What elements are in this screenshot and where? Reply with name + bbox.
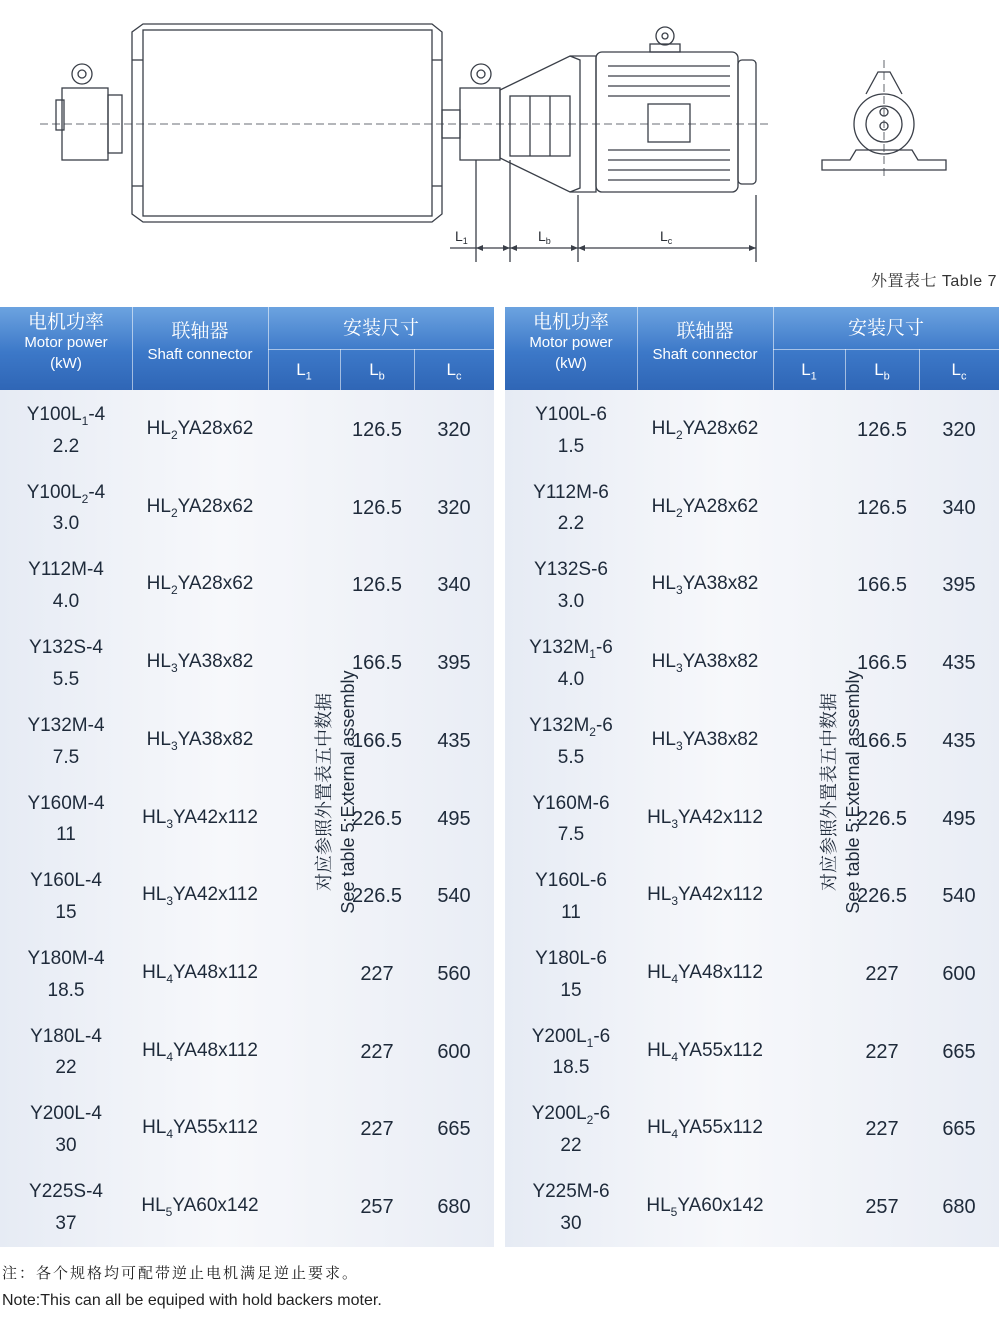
table-row xyxy=(0,468,494,546)
cell-power: 2.2 xyxy=(557,513,585,535)
cell-lc: 540 xyxy=(437,885,471,908)
cell-shaft-connector: $HL_3YA42x112$ xyxy=(142,806,258,831)
cell-shaft-connector: $HL_3YA38x82$ xyxy=(651,728,759,753)
cell-lc: 600 xyxy=(437,1040,471,1063)
cell-shaft-connector: $HL_3YA38x82$ xyxy=(146,651,254,675)
header-motor-power: 电机功率 Motor power (kW) xyxy=(24,312,108,372)
cell-lb: 257 xyxy=(865,1196,899,1218)
table-header xyxy=(0,307,494,390)
header-lc: $L_c$ xyxy=(951,360,967,383)
cell-lb: 166.5 xyxy=(351,652,403,675)
table-row xyxy=(505,545,999,623)
cell-motor-model: $Y132M_2-6$ 5.5 xyxy=(505,713,637,770)
footnote-en: Note:This can all be equiped with hold backers moter. xyxy=(2,1292,382,1309)
cell-lb: 226.5 xyxy=(856,807,908,830)
cell-power: 4.0 xyxy=(52,591,80,613)
header-lb: $L_b$ xyxy=(369,360,385,383)
cell-lb: 227 xyxy=(865,962,899,985)
cell-motor-model: Y160L-6 11 xyxy=(505,868,637,925)
cell-shaft-connector: $HL_4YA55x112$ xyxy=(142,1117,258,1142)
cell-motor-model: Y132S-6 3.0 xyxy=(505,557,637,614)
cell-motor-model: Y112M-6 2.2 xyxy=(505,480,637,537)
cell-shaft-connector: $HL_2YA28x62$ xyxy=(651,418,759,442)
cell-shaft-connector: $HL_2YA28x62$ xyxy=(146,495,254,520)
dim-label-lc: $L_c$ xyxy=(660,228,673,246)
cell-motor-model: Y112M-4 4.0 xyxy=(0,557,132,614)
cell-lb: 166.5 xyxy=(351,729,403,752)
cell-power: 15 xyxy=(560,979,582,1001)
cell-shaft-connector: $HL_4YA48x112$ xyxy=(647,961,763,986)
cell-motor-model: Y160L-4 15 xyxy=(0,868,132,925)
cell-motor-model: Y160M-6 7.5 xyxy=(505,791,637,848)
vertical-note: 对应参照外置表五中数据 See table 5:External assembly xyxy=(819,670,863,914)
cell-shaft-connector: $HL_4YA48x112$ xyxy=(142,961,258,986)
table-row xyxy=(0,779,494,857)
cell-lc: 600 xyxy=(942,962,976,985)
cell-lc: 320 xyxy=(942,419,976,441)
cell-shaft-connector: $HL_4YA55x112$ xyxy=(647,1039,763,1064)
table-row xyxy=(505,779,999,857)
header-l1: $L_1$ xyxy=(296,360,312,383)
cell-lc: 680 xyxy=(437,1196,471,1218)
table-right xyxy=(505,307,999,1247)
cell-power: 7.5 xyxy=(52,746,80,768)
cell-power: 22 xyxy=(560,1135,582,1157)
cell-power: 22 xyxy=(55,1057,77,1079)
table-row xyxy=(0,623,494,701)
table-row xyxy=(505,856,999,934)
cell-lb: 257 xyxy=(360,1196,394,1218)
cell-lc: 435 xyxy=(942,652,976,675)
cell-motor-model: Y200L-4 30 xyxy=(0,1101,132,1158)
cell-lc: 395 xyxy=(942,574,976,597)
table-row xyxy=(505,1167,999,1245)
cell-lc: 395 xyxy=(437,652,471,675)
header-install-size: 安装尺寸 xyxy=(847,318,924,339)
cell-lb: 226.5 xyxy=(856,885,908,908)
cell-lb: 226.5 xyxy=(351,807,403,830)
header-l1: $L_1$ xyxy=(801,360,817,383)
cell-power: 5.5 xyxy=(52,668,80,690)
cell-power: 1.5 xyxy=(557,435,585,457)
cell-power: 3.0 xyxy=(52,513,80,535)
table-row xyxy=(0,701,494,779)
cell-power: 5.5 xyxy=(557,746,585,768)
table-row xyxy=(505,934,999,1012)
cell-shaft-connector: $HL_2YA28x62$ xyxy=(651,495,759,520)
cell-lc: 665 xyxy=(942,1118,976,1141)
table-row xyxy=(0,545,494,623)
cell-lc: 680 xyxy=(942,1196,976,1218)
cell-motor-model: Y180M-4 18.5 xyxy=(0,946,132,1003)
cell-power: 4.0 xyxy=(557,668,585,690)
table-row xyxy=(0,1167,494,1245)
cell-power: 30 xyxy=(560,1212,582,1234)
table-row xyxy=(505,1089,999,1167)
cell-shaft-connector: $HL_3YA38x82$ xyxy=(651,573,759,598)
cell-motor-model: $Y100L_1-4$ 2.2 xyxy=(0,402,132,459)
cell-lb: 227 xyxy=(360,962,394,985)
header-shaft-connector: 联轴器 Shaft connector xyxy=(652,321,758,363)
header-lc: $L_c$ xyxy=(446,360,462,383)
cell-lb: 166.5 xyxy=(856,574,908,597)
cell-power: 18.5 xyxy=(552,1057,590,1079)
header-shaft-connector: 联轴器 Shaft connector xyxy=(147,321,253,363)
cell-lc: 320 xyxy=(437,419,471,441)
cell-lb: 227 xyxy=(360,1118,394,1141)
cell-motor-model: $Y200L_2-6$ 22 xyxy=(505,1101,637,1158)
cell-shaft-connector: $HL_4YA48x112$ xyxy=(142,1039,258,1064)
footnote-zh: 注：各个规格均可配带逆止电机满足逆止要求。 xyxy=(2,1265,360,1282)
cell-lc: 340 xyxy=(437,574,471,597)
table-row xyxy=(0,1012,494,1090)
table-row xyxy=(0,856,494,934)
cell-motor-model: Y225S-4 37 xyxy=(0,1179,132,1236)
cell-shaft-connector: $HL_2YA28x62$ xyxy=(146,418,254,442)
cell-lc: 665 xyxy=(942,1040,976,1063)
vertical-note: 对应参照外置表五中数据 See table 5:External assembly xyxy=(314,670,358,914)
cell-power: 30 xyxy=(55,1135,77,1157)
cell-shaft-connector: $HL_3YA38x82$ xyxy=(146,728,254,753)
technical-drawing xyxy=(0,0,1001,268)
cell-motor-model: $Y200L_1-6$ 18.5 xyxy=(505,1024,637,1081)
table-row xyxy=(0,1089,494,1167)
cell-power: 37 xyxy=(55,1212,77,1234)
cell-shaft-connector: $HL_4YA55x112$ xyxy=(647,1117,763,1142)
cell-lb: 126.5 xyxy=(351,574,403,597)
cell-motor-model: Y132M-4 7.5 xyxy=(0,713,132,770)
cell-lc: 340 xyxy=(942,496,976,519)
cell-lb: 227 xyxy=(360,1040,394,1063)
cell-lc: 320 xyxy=(437,496,471,519)
table-left xyxy=(0,307,494,1247)
table-caption: 外置表七 Table 7 xyxy=(870,273,997,290)
cell-motor-model: Y160M-4 11 xyxy=(0,791,132,848)
dim-label-l1: $L_1$ xyxy=(455,228,468,246)
cell-lc: 435 xyxy=(437,729,471,752)
cell-motor-model: $Y100L_2-4$ 3.0 xyxy=(0,480,132,537)
cell-shaft-connector: $HL_3YA42x112$ xyxy=(647,884,763,908)
cell-power: 3.0 xyxy=(557,591,585,613)
cell-lc: 665 xyxy=(437,1118,471,1141)
cell-lc: 495 xyxy=(942,807,976,830)
cell-lb: 126.5 xyxy=(856,419,908,441)
cell-motor-model: Y100L-6 1.5 xyxy=(505,402,637,459)
cell-lb: 126.5 xyxy=(856,496,908,519)
cell-shaft-connector: $HL_2YA28x62$ xyxy=(146,573,254,598)
cell-lb: 166.5 xyxy=(856,729,908,752)
cell-lc: 495 xyxy=(437,807,471,830)
table-row xyxy=(505,390,999,468)
table-header xyxy=(505,307,999,390)
cell-lb: 227 xyxy=(865,1040,899,1063)
cell-lc: 560 xyxy=(437,962,471,985)
header-lb: $L_b$ xyxy=(874,360,890,383)
cell-shaft-connector: $HL_5YA60x142$ xyxy=(646,1195,764,1219)
table-row xyxy=(505,468,999,546)
cell-motor-model: Y225M-6 30 xyxy=(505,1179,637,1236)
cell-motor-model: Y180L-4 22 xyxy=(0,1024,132,1081)
cell-lb: 227 xyxy=(865,1118,899,1141)
cell-power: 15 xyxy=(55,901,77,923)
cell-shaft-connector: $HL_3YA42x112$ xyxy=(142,884,258,908)
table-row xyxy=(505,1012,999,1090)
table-row xyxy=(505,701,999,779)
cell-lb: 166.5 xyxy=(856,652,908,675)
header-motor-power: 电机功率 Motor power (kW) xyxy=(529,312,613,372)
cell-power: 11 xyxy=(56,824,76,846)
table-row xyxy=(0,934,494,1012)
cell-power: 11 xyxy=(561,901,581,923)
cell-lb: 126.5 xyxy=(351,419,403,441)
dim-label-lb: $L_b$ xyxy=(538,228,551,246)
table-row xyxy=(0,390,494,468)
cell-motor-model: Y180L-6 15 xyxy=(505,946,637,1003)
cell-motor-model: $Y132M_1-6$ 4.0 xyxy=(505,635,637,692)
cell-power: 2.2 xyxy=(52,435,80,457)
cell-lc: 435 xyxy=(942,729,976,752)
cell-lb: 126.5 xyxy=(351,496,403,519)
cell-shaft-connector: $HL_3YA38x82$ xyxy=(651,651,759,675)
cell-lc: 540 xyxy=(942,885,976,908)
cell-lb: 226.5 xyxy=(351,885,403,908)
table-row xyxy=(505,623,999,701)
header-install-size: 安装尺寸 xyxy=(342,318,419,339)
cell-power: 7.5 xyxy=(557,824,585,846)
cell-motor-model: Y132S-4 5.5 xyxy=(0,635,132,692)
cell-shaft-connector: $HL_5YA60x142$ xyxy=(141,1195,259,1219)
cell-shaft-connector: $HL_3YA42x112$ xyxy=(647,806,763,831)
cell-power: 18.5 xyxy=(47,979,85,1001)
